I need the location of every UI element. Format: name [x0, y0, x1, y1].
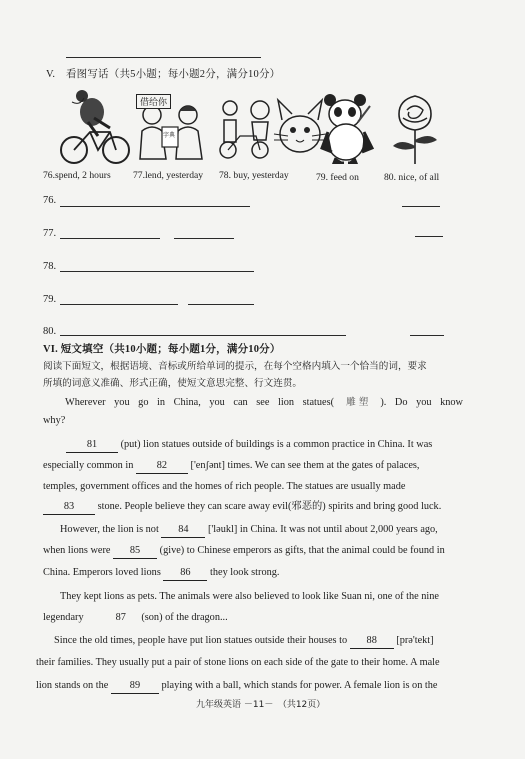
para-2-line-4: 83 stone. People believe they can scare away evil(邪恶的) spirits and bring good luck. [43, 500, 441, 515]
rose-picture [385, 90, 445, 166]
para-2-line-3: temples, government offices and the homes of rich people. The statues are usually made [43, 481, 406, 492]
para-2-line-2: especially common in 82 ['enʃənt] times. We can see them at the gates of palaces, [43, 459, 420, 474]
answer-line-76[interactable] [60, 206, 250, 207]
speech-bubble-sign: 借给你 [136, 94, 171, 109]
caption-78: 78. buy, yesterday [219, 170, 289, 181]
para-3-line-3: China. Emperors loved lions 86 they look strong. [43, 566, 279, 581]
blank-88[interactable]: 88 [350, 634, 394, 649]
instruction-line-1: 阅读下面短文，根据语境、音标或所给单词的提示，在每个空格内填入一个恰当的词，要求 [43, 361, 427, 372]
instruction-line-2: 所填的词意义准确、形式正确，使短文意思完整、行文连贯。 [43, 378, 303, 389]
para-1-line-1 [65, 396, 463, 410]
answer-line-80-end[interactable] [410, 335, 444, 336]
blank-82[interactable]: 82 [136, 459, 188, 474]
blank-87[interactable]: 87 [115, 612, 126, 623]
para-3-line-1: However, the lion is not 84 ['ləukl] in China. It was not until about 2,000 years ago, [60, 523, 438, 538]
blank-81[interactable]: 81 [66, 438, 118, 453]
buy-bicycle-picture [216, 98, 276, 162]
answer-line-77[interactable] [60, 238, 160, 239]
para-1-text-a: Wherever you go in China, you can see lion statues( [65, 397, 335, 408]
answer-label-76: 76. [43, 195, 57, 206]
answer-line-77b[interactable] [174, 238, 234, 239]
answer-label-78: 78. [43, 261, 57, 272]
para-4-line-2: legendary 87 (son) of the dragon... [43, 612, 228, 623]
caption-79: 79. feed on [316, 172, 359, 183]
answer-line-79[interactable] [60, 304, 178, 305]
para-5-line-1: Since the old times, people have put lion statues outside their houses to 88 [prə'tekt] [54, 634, 434, 649]
section-v-title: V. 看图写话（共5小题；每小题2分，满分10分） [46, 69, 281, 80]
para-5-line-3: lion stands on the 89 playing with a ball, which stands for power. A female lion is on the [36, 679, 438, 694]
top-rule [66, 57, 261, 58]
dictionary-label: 字典 [163, 132, 176, 139]
para-1-text-b: ). Do you know [380, 397, 463, 408]
blank-85[interactable]: 85 [113, 544, 157, 559]
para-4-line-1: They kept lions as pets. The animals were also believed to look like Suan ni, one of the nine [60, 591, 439, 602]
blank-84[interactable]: 84 [161, 523, 205, 538]
answer-line-76-end[interactable] [402, 206, 440, 207]
para-3-line-2: when lions were 85 (give) to Chinese emperors as gifts, that the animal could be found in [43, 544, 445, 559]
para-2-line-1: 81 (put) lion statues outside of buildings is a common practice in China. It was [66, 438, 432, 453]
answer-label-79: 79. [43, 294, 57, 305]
page-footer: 九年级英语 －11－ （共12页） [196, 700, 326, 710]
panda-picture [318, 92, 376, 164]
bicycle-boy-picture [58, 88, 134, 166]
blank-83[interactable]: 83 [43, 500, 95, 515]
caption-76: 76.spend, 2 hours [43, 170, 111, 181]
answer-line-79b[interactable] [188, 304, 254, 305]
caption-77: 77.lend, yesterday [133, 170, 204, 181]
blank-86[interactable]: 86 [163, 566, 207, 581]
section-vi-title: VI. 短文填空（共10小题；每小题1分，满分10分） [43, 344, 281, 355]
answer-line-80[interactable] [60, 335, 346, 336]
para-1-hint: 雕 塑 [346, 397, 369, 408]
answer-line-77-end[interactable] [415, 236, 443, 237]
blank-89[interactable]: 89 [111, 679, 159, 694]
para-5-line-2: their families. They usually put a pair of stone lions on each side of the gate to their home. A male [36, 657, 440, 668]
answer-line-78[interactable] [60, 271, 254, 272]
answer-label-77: 77. [43, 228, 57, 239]
para-1-line-2: why? [43, 415, 66, 426]
answer-label-80: 80. [43, 326, 57, 337]
caption-80: 80. nice, of all [384, 172, 440, 183]
